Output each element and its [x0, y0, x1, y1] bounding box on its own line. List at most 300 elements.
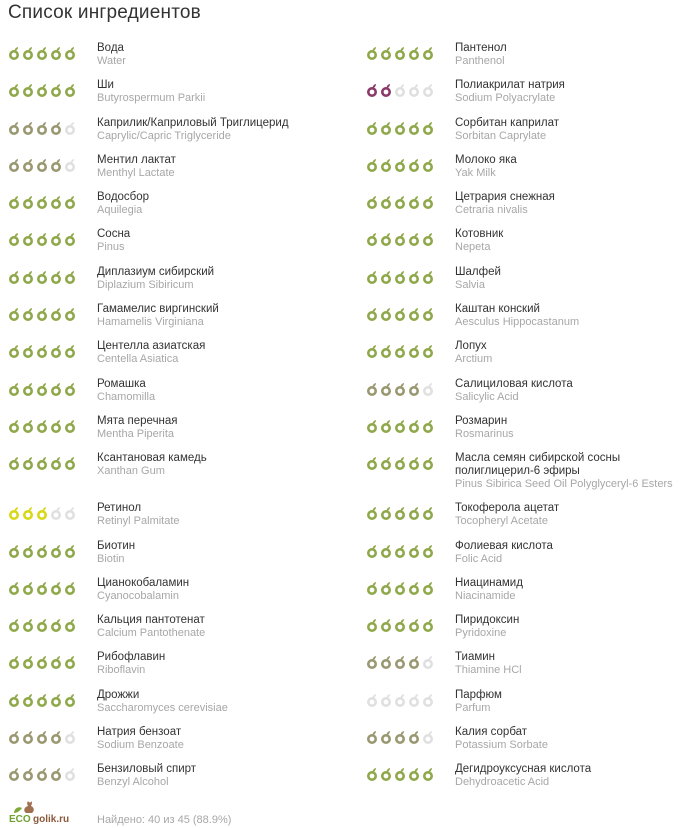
drop-icon — [22, 344, 34, 358]
drop-icon — [50, 158, 62, 172]
drop-icon — [22, 767, 34, 781]
ingredient-text — [97, 763, 347, 789]
ingredient-name: Сорбитан каприлат — [455, 116, 560, 129]
drop-icon — [366, 232, 378, 246]
drop-icon — [36, 618, 48, 632]
ingredient-row[interactable] — [8, 685, 353, 722]
drop-icon — [64, 767, 76, 781]
ingredient-latin-name: Retinyl Palmitate — [97, 515, 180, 528]
ingredient-name: Мята перечная — [97, 414, 178, 427]
ingredient-name: Фолиевая кислота — [455, 539, 553, 552]
ingredient-name: Рибофлавин — [97, 651, 166, 664]
ingredient-name: Вода — [97, 42, 124, 54]
ingredient-row[interactable] — [366, 411, 700, 448]
ingredient-latin-name: Caprylic/Capric Triglyceride — [97, 129, 231, 142]
ingredient-name: Молоко яка — [455, 153, 517, 166]
drop-icon — [50, 46, 62, 60]
ingredient-name: Каштан конский — [455, 303, 540, 316]
drop-icon — [380, 655, 392, 669]
drop-icon — [8, 121, 20, 135]
ingredient-name: Натрия бензоат — [97, 726, 182, 739]
drop-icon — [422, 693, 434, 707]
drop-icon — [394, 270, 406, 284]
ingredient-name: Водосбор — [97, 191, 150, 204]
safety-rating — [8, 232, 76, 246]
drop-icon — [36, 693, 48, 707]
drop-icon — [366, 382, 378, 396]
ingredient-row[interactable] — [366, 150, 700, 187]
ingredient-row[interactable] — [8, 759, 353, 796]
drop-icon — [380, 419, 392, 433]
drop-icon — [408, 307, 420, 321]
drop-icon — [380, 158, 392, 172]
safety-rating — [8, 456, 76, 470]
drop-icon — [394, 730, 406, 744]
drop-icon — [408, 344, 420, 358]
safety-rating — [8, 307, 76, 321]
safety-rating — [366, 581, 434, 595]
drop-icon — [394, 46, 406, 60]
drop-icon — [380, 382, 392, 396]
ingredient-latin-name: Mentha Piperita — [97, 427, 175, 440]
drop-icon — [366, 121, 378, 135]
ingredient-text — [455, 266, 700, 292]
ingredient-row[interactable] — [366, 498, 700, 535]
drop-icon — [408, 382, 420, 396]
drop-icon — [408, 581, 420, 595]
ingredient-name: Дрожжи — [97, 688, 140, 701]
drop-icon — [366, 46, 378, 60]
ingredient-row[interactable] — [366, 448, 700, 498]
ingredient-name: Цетрария снежная — [455, 191, 555, 204]
ingredient-row[interactable] — [366, 38, 700, 75]
safety-rating — [8, 419, 76, 433]
ingredient-list-left — [8, 38, 353, 797]
ingredient-row[interactable] — [366, 299, 700, 336]
ingredient-row[interactable] — [8, 187, 353, 224]
ingredient-name: Ниацинамид — [455, 576, 523, 589]
ingredient-latin-name: Xanthan Gum — [97, 465, 165, 478]
ingredient-row[interactable] — [366, 374, 700, 411]
drop-icon — [64, 544, 76, 558]
drop-icon — [8, 195, 20, 209]
drop-icon — [64, 195, 76, 209]
ingredient-name: Шалфей — [455, 265, 501, 278]
safety-rating — [366, 419, 434, 433]
ingredient-text — [455, 228, 700, 254]
ingredient-text — [97, 191, 347, 217]
drop-icon — [64, 232, 76, 246]
drop-icon — [8, 618, 20, 632]
ingredient-name: Диплазиум сибирский — [97, 265, 215, 278]
drop-icon — [408, 693, 420, 707]
ingredient-name: Лопух — [455, 340, 487, 353]
drop-icon — [64, 655, 76, 669]
ingredient-name: Токоферола ацетат — [455, 502, 560, 515]
rabbit-icon — [24, 802, 34, 813]
ingredient-name: Тиамин — [455, 651, 496, 664]
ingredient-text — [455, 79, 700, 105]
drop-icon — [408, 767, 420, 781]
safety-rating — [366, 344, 434, 358]
drop-icon — [50, 121, 62, 135]
drop-icon — [380, 693, 392, 707]
drop-icon — [22, 581, 34, 595]
ingredient-text — [97, 378, 347, 404]
safety-rating — [8, 158, 76, 172]
ingredient-row[interactable] — [366, 224, 700, 261]
drop-icon — [394, 232, 406, 246]
ingredient-text — [455, 154, 700, 180]
ingredient-latin-name: Riboflavin — [97, 664, 146, 677]
ingredient-text — [97, 79, 347, 105]
drop-icon — [366, 270, 378, 284]
drop-icon — [366, 456, 378, 470]
ingredient-row[interactable] — [8, 299, 353, 336]
drop-icon — [22, 506, 34, 520]
ingredient-row[interactable] — [8, 722, 353, 759]
drop-icon — [50, 456, 62, 470]
drop-icon — [394, 195, 406, 209]
ingredient-latin-name: Arctium — [455, 353, 493, 366]
ingredient-latin-name: Dehydroacetic Acid — [455, 776, 550, 789]
ingredient-name: Ромашка — [97, 377, 146, 390]
ingredient-row[interactable] — [8, 536, 353, 573]
ingredient-text — [97, 577, 347, 603]
drop-icon — [408, 46, 420, 60]
ingredient-latin-name: Folic Acid — [455, 552, 503, 565]
drop-icon — [36, 730, 48, 744]
drop-icon — [408, 232, 420, 246]
ingredient-text — [455, 614, 700, 640]
drop-icon — [422, 270, 434, 284]
ingredient-latin-name: Calcium Pantothenate — [97, 627, 206, 640]
drop-icon — [380, 46, 392, 60]
ingredient-row[interactable] — [366, 336, 700, 373]
drop-icon — [394, 121, 406, 135]
ingredient-row[interactable] — [366, 647, 700, 684]
ingredient-row[interactable] — [8, 610, 353, 647]
drop-icon — [50, 767, 62, 781]
ingredient-latin-name: Sodium Polyacrylate — [455, 92, 556, 105]
safety-rating — [8, 618, 76, 632]
drop-icon — [36, 158, 48, 172]
ingredient-text — [455, 689, 700, 715]
ingredient-text — [97, 614, 347, 640]
drop-icon — [366, 307, 378, 321]
drop-icon — [366, 419, 378, 433]
safety-rating — [366, 544, 434, 558]
ingredient-latin-name: Diplazium Sibiricum — [97, 278, 194, 291]
ingredient-name: Масла семян сибирской сосны полиглицерил-6 эфиры — [455, 452, 621, 478]
drop-icon — [36, 544, 48, 558]
drop-icon — [380, 195, 392, 209]
ingredient-row[interactable] — [8, 75, 353, 112]
ingredient-latin-name: Sorbitan Caprylate — [455, 129, 547, 142]
drop-icon — [366, 767, 378, 781]
ingredient-row[interactable] — [8, 647, 353, 684]
drop-icon — [366, 618, 378, 632]
drop-icon — [8, 544, 20, 558]
ingredient-name: Котовник — [455, 228, 504, 241]
safety-rating — [8, 730, 76, 744]
ingredient-latin-name: Hamamelis Virginiana — [97, 316, 204, 329]
safety-rating — [366, 46, 434, 60]
ingredient-name: Бензиловый спирт — [97, 763, 197, 776]
ingredient-latin-name: Thiamine HCl — [455, 664, 522, 677]
ingredient-name: Сосна — [97, 228, 131, 241]
drop-icon — [22, 158, 34, 172]
drop-icon — [22, 232, 34, 246]
drop-icon — [22, 46, 34, 60]
ingredient-row[interactable] — [366, 75, 700, 112]
drop-icon — [422, 655, 434, 669]
safety-rating — [8, 46, 76, 60]
ingredient-row[interactable] — [366, 573, 700, 610]
safety-rating — [366, 618, 434, 632]
ingredient-name: Кальция пантотенат — [97, 614, 205, 627]
drop-icon — [422, 121, 434, 135]
ingredient-list-right — [366, 38, 700, 797]
ingredient-row[interactable] — [366, 610, 700, 647]
drop-icon — [8, 232, 20, 246]
drop-icon — [22, 121, 34, 135]
ingredient-name: Ментил лактат — [97, 153, 176, 166]
drop-icon — [22, 270, 34, 284]
drop-icon — [36, 344, 48, 358]
safety-rating — [366, 655, 434, 669]
drop-icon — [36, 767, 48, 781]
ingredient-row[interactable] — [366, 759, 700, 796]
drop-icon — [36, 382, 48, 396]
safety-rating — [366, 307, 434, 321]
ingredient-row[interactable] — [366, 536, 700, 573]
ingredient-text — [455, 415, 700, 441]
drop-icon — [394, 158, 406, 172]
ingredient-text — [97, 228, 347, 254]
drop-icon — [366, 544, 378, 558]
drop-icon — [422, 506, 434, 520]
drop-icon — [36, 419, 48, 433]
ingredient-row[interactable] — [366, 685, 700, 722]
drop-icon — [422, 419, 434, 433]
drop-icon — [50, 83, 62, 97]
ingredient-row[interactable] — [8, 113, 353, 150]
found-count-text: Найдено: 40 из 45 (88.9%) — [97, 814, 232, 826]
safety-rating — [366, 693, 434, 707]
drop-icon — [36, 581, 48, 595]
ingredient-text — [97, 154, 347, 180]
ingredient-text — [455, 502, 700, 528]
ingredient-name: Салициловая кислота — [455, 377, 573, 390]
safety-rating — [366, 767, 434, 781]
ingredient-row[interactable] — [8, 573, 353, 610]
ingredient-text — [455, 577, 700, 603]
drop-icon — [50, 581, 62, 595]
drop-icon — [50, 307, 62, 321]
ingredient-latin-name: Centella Asiatica — [97, 353, 179, 366]
drop-icon — [366, 344, 378, 358]
ecogolik-logo[interactable] — [8, 800, 88, 824]
drop-icon — [408, 730, 420, 744]
drop-icon — [64, 270, 76, 284]
ingredient-text — [97, 502, 347, 528]
ingredient-latin-name: Rosmarinus — [455, 427, 514, 440]
drop-icon — [8, 382, 20, 396]
ingredient-row[interactable] — [8, 411, 353, 448]
drop-icon — [422, 730, 434, 744]
drop-icon — [8, 419, 20, 433]
ingredient-row[interactable] — [8, 498, 353, 535]
page-title: Список ингредиентов — [8, 2, 201, 23]
ingredient-row[interactable] — [8, 38, 353, 75]
drop-icon — [36, 195, 48, 209]
drop-icon — [22, 618, 34, 632]
safety-rating — [8, 767, 76, 781]
ingredient-latin-name: Sodium Benzoate — [97, 739, 184, 752]
ingredient-row[interactable] — [8, 374, 353, 411]
drop-icon — [408, 655, 420, 669]
ingredient-row[interactable] — [8, 150, 353, 187]
drop-icon — [394, 344, 406, 358]
ingredient-name: Биотин — [97, 539, 136, 552]
ingredient-name: Калия сорбат — [455, 726, 528, 739]
logo-eco-text: ECO — [9, 814, 31, 824]
ingredient-latin-name: Butyrospermum Parkii — [97, 92, 206, 105]
drop-icon — [394, 767, 406, 781]
drop-icon — [380, 121, 392, 135]
ingredient-name: Дегидроуксусная кислота — [455, 763, 592, 776]
drop-icon — [408, 419, 420, 433]
drop-icon — [422, 83, 434, 97]
ingredient-name: Ретинол — [97, 502, 142, 515]
drop-icon — [64, 419, 76, 433]
drop-icon — [422, 232, 434, 246]
drop-icon — [36, 232, 48, 246]
drop-icon — [64, 506, 76, 520]
drop-icon — [394, 419, 406, 433]
drop-icon — [422, 581, 434, 595]
ingredient-latin-name: Salicylic Acid — [455, 390, 519, 403]
safety-rating — [8, 83, 76, 97]
drop-icon — [64, 83, 76, 97]
ingredient-name: Полиакрилат натрия — [455, 79, 565, 92]
drop-icon — [366, 158, 378, 172]
ingredient-name: Пиридоксин — [455, 614, 520, 627]
drop-icon — [36, 83, 48, 97]
drop-icon — [64, 730, 76, 744]
drop-icon — [36, 121, 48, 135]
drop-icon — [380, 270, 392, 284]
ingredient-row[interactable] — [8, 336, 353, 373]
ingredient-name: Цианокобаламин — [97, 576, 190, 589]
ingredient-text — [97, 340, 347, 366]
drop-icon — [422, 544, 434, 558]
ingredient-latin-name: Pyridoxine — [455, 627, 507, 640]
safety-rating — [366, 83, 434, 97]
drop-icon — [22, 693, 34, 707]
drop-icon — [8, 344, 20, 358]
leaf-icon — [14, 807, 22, 813]
ingredient-text — [97, 726, 347, 752]
ingredient-row[interactable] — [366, 113, 700, 150]
drop-icon — [366, 655, 378, 669]
drop-icon — [380, 730, 392, 744]
drop-icon — [50, 730, 62, 744]
safety-rating — [366, 456, 434, 470]
drop-icon — [8, 83, 20, 97]
safety-rating — [366, 382, 434, 396]
ingredient-text — [455, 378, 700, 404]
drop-icon — [22, 382, 34, 396]
ingredient-latin-name: Salvia — [455, 278, 485, 291]
drop-icon — [22, 307, 34, 321]
ingredient-latin-name: Pinus — [97, 241, 125, 254]
ingredient-name: Центелла азиатская — [97, 340, 206, 353]
drop-icon — [22, 544, 34, 558]
drop-icon — [8, 270, 20, 284]
drop-icon — [64, 618, 76, 632]
ingredient-name: Пантенол — [455, 42, 507, 54]
ingredient-text — [97, 689, 347, 715]
drop-icon — [50, 195, 62, 209]
drop-icon — [422, 344, 434, 358]
safety-rating — [8, 544, 76, 558]
drop-icon — [64, 456, 76, 470]
safety-rating — [366, 158, 434, 172]
ingredient-row[interactable] — [366, 262, 700, 299]
drop-icon — [8, 506, 20, 520]
drop-icon — [8, 46, 20, 60]
drop-icon — [380, 83, 392, 97]
drop-icon — [50, 232, 62, 246]
safety-rating — [8, 693, 76, 707]
drop-icon — [380, 506, 392, 520]
drop-icon — [380, 618, 392, 632]
drop-icon — [380, 344, 392, 358]
drop-icon — [422, 456, 434, 470]
ingredient-row[interactable] — [366, 187, 700, 224]
drop-icon — [422, 46, 434, 60]
drop-icon — [8, 456, 20, 470]
drop-icon — [8, 581, 20, 595]
drop-icon — [408, 195, 420, 209]
drop-icon — [394, 307, 406, 321]
ingredient-row[interactable] — [8, 262, 353, 299]
safety-rating — [8, 344, 76, 358]
drop-icon — [36, 46, 48, 60]
safety-rating — [8, 382, 76, 396]
ingredient-text — [455, 540, 700, 566]
ingredient-name: Гамамелис виргинский — [97, 303, 219, 316]
ingredient-row[interactable] — [8, 224, 353, 261]
drop-icon — [394, 693, 406, 707]
drop-icon — [8, 767, 20, 781]
drop-icon — [64, 581, 76, 595]
ingredient-latin-name: Pinus Sibirica Seed Oil Polyglyceryl-6 Esters — [455, 478, 673, 491]
ingredient-latin-name: Tocopheryl Acetate — [455, 515, 548, 528]
drop-icon — [366, 506, 378, 520]
safety-rating — [366, 506, 434, 520]
drop-icon — [408, 618, 420, 632]
drop-icon — [408, 158, 420, 172]
drop-icon — [64, 121, 76, 135]
ingredient-row[interactable] — [8, 448, 353, 498]
ingredient-latin-name: Benzyl Alcohol — [97, 776, 169, 789]
drop-icon — [394, 382, 406, 396]
ingredient-row[interactable] — [366, 722, 700, 759]
drop-icon — [380, 307, 392, 321]
